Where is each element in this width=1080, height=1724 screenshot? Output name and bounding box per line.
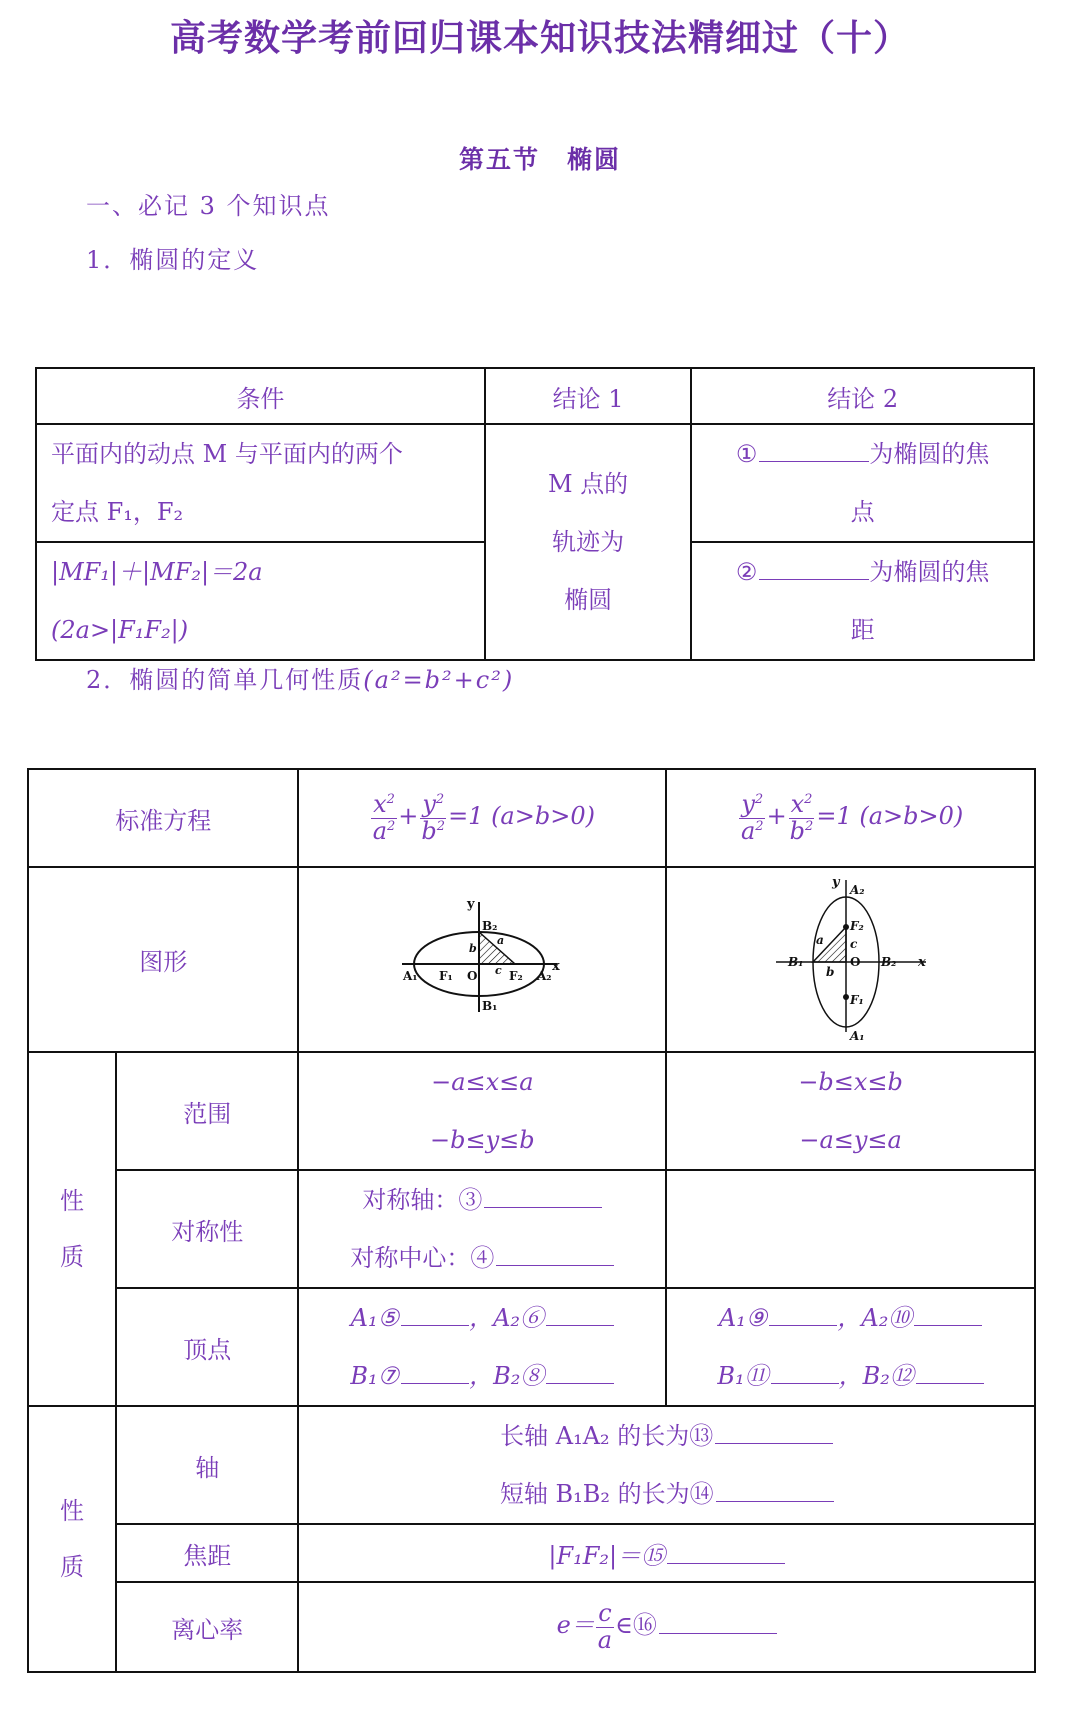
vertex-horizontal: [298, 1288, 666, 1406]
focus-f1-dot: [843, 994, 849, 1000]
blank-8[interactable]: [546, 1382, 614, 1384]
range-1-y: −b≤y≤b: [430, 1126, 535, 1154]
focus-text: 为椭圆的焦: [869, 440, 990, 468]
symmetry-label: 对称性: [116, 1170, 298, 1288]
heading-properties-text: 2．椭圆的简单几何性质: [86, 666, 364, 694]
range-2-y: −a≤y≤a: [799, 1126, 902, 1154]
header-conclusion-2: 结论 2: [691, 368, 1034, 424]
axis-cell: [298, 1406, 1035, 1524]
focal-text-end: 距: [850, 616, 875, 644]
conclusion-1-line-a: M 点的: [547, 470, 629, 498]
std-eq-1: $\frac{x^2}{a^2}$ + $\frac{y^2}{b^2}$ =1 (a>b>0): [298, 769, 666, 867]
symmetry-axis-text: 对称轴：③: [362, 1186, 483, 1214]
ecc-fraction: [596, 1601, 614, 1652]
vertex2-a2: ，A₂⑩: [837, 1304, 913, 1332]
heading-definition: 1．椭圆的定义: [86, 246, 260, 274]
fraction-x2-a2: $\frac{x^2}{a^2}$: [372, 790, 396, 845]
std-eq-1-tail: =1 (a>b>0): [448, 802, 595, 831]
condition-1-line-1: 平面内的动点 M 与平面内的两个: [51, 440, 403, 468]
blank-7[interactable]: [401, 1382, 469, 1384]
blank-10[interactable]: [914, 1324, 982, 1326]
conclusion-1-line-b: 轨迹为: [552, 528, 625, 556]
blank-16[interactable]: [659, 1632, 777, 1634]
vertex-b2: ，B₂⑧: [469, 1362, 545, 1390]
focus-text-end: 点: [850, 498, 875, 526]
range-label: 范围: [116, 1052, 298, 1170]
conclusion-1-cell: [485, 424, 691, 660]
label-a: a: [815, 932, 824, 947]
fraction-y2-a2: $\frac{y^2}{a^2}$: [740, 790, 764, 845]
focal-cell: [298, 1524, 1035, 1582]
focal-text: 为椭圆的焦: [869, 558, 990, 586]
condition-2-line-2: (2a>|F₁F₂|): [51, 616, 189, 644]
vertex-label: 顶点: [116, 1288, 298, 1406]
label-a1: A₁: [849, 1028, 865, 1042]
header-conclusion-1: 结论 1: [485, 368, 691, 424]
range-horizontal: [298, 1052, 666, 1170]
blank-3[interactable]: [484, 1206, 602, 1208]
definition-table: [35, 367, 1035, 661]
figure-label: 图形: [28, 867, 298, 1052]
x-axis-label: x: [552, 958, 561, 974]
label-f1: F₁: [439, 968, 454, 983]
vertical-ellipse-figure: [766, 872, 936, 1042]
label-a2: A₂: [537, 968, 552, 983]
symmetry-center-text: 对称中心：④: [350, 1244, 495, 1272]
focal-value-text: |F₁F₂|＝⑮: [548, 1541, 666, 1570]
label-b: b: [825, 964, 834, 979]
heading-properties: [86, 660, 514, 695]
focus-f2-dot: [843, 924, 849, 930]
eccentricity-label: 离心率: [116, 1582, 298, 1672]
heading-properties-formula: (a²=b²+c²): [363, 666, 515, 694]
heading-knowledge-points: 一、必记 3 个知识点: [86, 192, 331, 220]
std-eq-2-tail: =1 (a>b>0): [816, 802, 964, 831]
figure-vertical-cell: [666, 867, 1035, 1052]
std-eq-label: 标准方程: [28, 769, 298, 867]
blank-12[interactable]: [916, 1382, 984, 1384]
conclusion-2-cell-focal: [691, 542, 1034, 660]
vertex2-b2: ，B₂⑫: [838, 1362, 914, 1390]
document-title: 高考数学考前回归课本知识技法精细过（十）: [169, 17, 910, 59]
conclusion-2-cell-focus: [691, 424, 1034, 542]
vertex2-a1: A₁⑨: [718, 1304, 768, 1332]
blank-1[interactable]: [759, 460, 869, 462]
header-condition: 条件: [36, 368, 485, 424]
blank-number-1: ①: [735, 440, 758, 468]
blank-13[interactable]: [715, 1442, 833, 1444]
ecc-suffix: ∈⑯: [615, 1611, 657, 1640]
label-b1: B₁: [787, 954, 804, 969]
focal-label: 焦距: [116, 1524, 298, 1582]
condition-cell-1: [36, 424, 485, 542]
label-c: c: [849, 936, 857, 951]
label-f1: F₁: [849, 992, 864, 1007]
x-axis-label: x: [917, 954, 926, 970]
blank-5[interactable]: [401, 1324, 469, 1326]
condition-1-line-2: 定点 F₁，F₂: [51, 498, 184, 526]
vertex-vertical: [666, 1288, 1035, 1406]
horizontal-ellipse-figure: [397, 892, 567, 1022]
blank-11[interactable]: [771, 1382, 839, 1384]
blank-6[interactable]: [546, 1324, 614, 1326]
nature-label-2: 性质: [60, 1497, 85, 1581]
label-b1: B₁: [482, 998, 498, 1013]
nature-group-2: [28, 1406, 116, 1672]
blank-9[interactable]: [769, 1324, 837, 1326]
blank-4[interactable]: [496, 1264, 614, 1266]
range-1-x: −a≤x≤a: [431, 1068, 534, 1096]
nature-label-1: 性质: [60, 1187, 85, 1271]
vertex2-b1: B₁⑪: [717, 1362, 769, 1390]
label-f2: F₂: [509, 968, 524, 983]
label-a1: A₁: [403, 968, 418, 983]
nature-group-1: [28, 1052, 116, 1406]
std-eq-2: $\frac{y^2}{a^2}$ + $\frac{x^2}{b^2}$ =1 (a>b>0): [666, 769, 1035, 867]
vertex-a1: A₁⑤: [350, 1304, 400, 1332]
fraction-x2-b2: $\frac{x^2}{b^2}$: [789, 790, 814, 845]
condition-2-line-1: |MF₁|＋|MF₂|＝2a: [51, 558, 263, 586]
y-axis-label: y: [831, 874, 840, 890]
blank-number-2: ②: [735, 558, 758, 586]
label-origin: O: [467, 968, 478, 983]
section-title: 第五节 椭圆: [458, 145, 621, 174]
label-c: c: [495, 963, 503, 977]
vertex-b1: B₁⑦: [350, 1362, 400, 1390]
label-a: a: [497, 933, 505, 947]
axis-short-text: 短轴 B₁B₂ 的长为⑭: [499, 1480, 714, 1508]
blank-15[interactable]: [667, 1562, 785, 1564]
label-b2: B₂: [880, 954, 897, 969]
axis-long-text: 长轴 A₁A₂ 的长为⑬: [500, 1422, 714, 1450]
fraction-y2-b2: $\frac{y^2}{b^2}$: [421, 790, 446, 845]
symmetry-empty-cell: [666, 1170, 1035, 1288]
figure-horizontal-cell: [298, 867, 666, 1052]
axis-label: 轴: [116, 1406, 298, 1524]
ecc-prefix: e＝: [556, 1611, 595, 1640]
condition-cell-2: [36, 542, 485, 660]
label-f2: F₂: [849, 918, 864, 933]
blank-2[interactable]: [759, 578, 869, 580]
label-origin: O: [849, 954, 861, 969]
label-b2: B₂: [482, 918, 498, 933]
label-b: b: [469, 941, 478, 955]
y-axis-label: y: [467, 896, 475, 912]
blank-14[interactable]: [716, 1500, 834, 1502]
vertex-a2: ，A₂⑥: [469, 1304, 545, 1332]
range-vertical: [666, 1052, 1035, 1170]
conclusion-1-line-c: 椭圆: [564, 586, 613, 614]
label-a2: A₂: [849, 882, 865, 897]
eccentricity-cell: [298, 1582, 1035, 1672]
ecc-denominator: a: [597, 1625, 613, 1654]
ecc-numerator: c: [598, 1599, 612, 1628]
range-2-x: −b≤x≤b: [798, 1068, 903, 1096]
properties-table: [27, 768, 1036, 1673]
symmetry-cell: [298, 1170, 666, 1288]
